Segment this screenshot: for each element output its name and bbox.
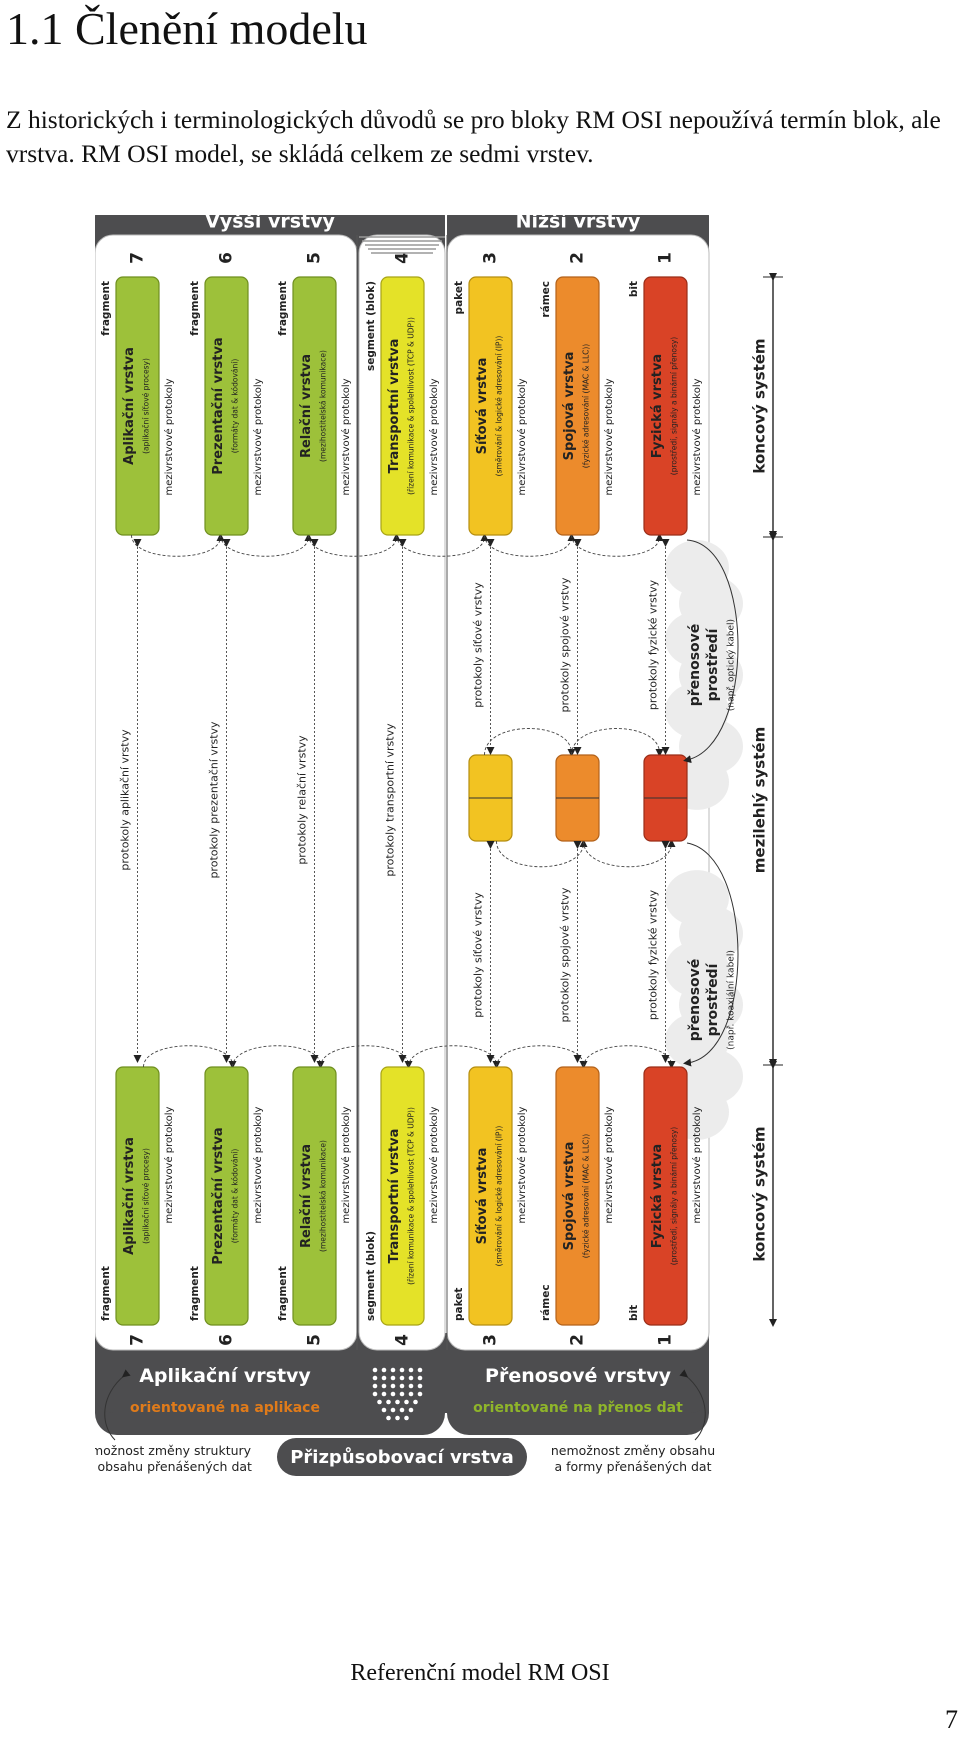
dot-pattern	[409, 1408, 414, 1413]
layer-name-top: Fyzická vrstva	[650, 353, 665, 459]
dot-pattern	[373, 1376, 378, 1381]
dot-pattern	[418, 1392, 423, 1397]
layer-number-bottom: 1	[655, 1334, 676, 1346]
layer-name-bottom: Transportní vrstva	[387, 1128, 402, 1264]
dot-pattern	[391, 1376, 396, 1381]
layer-number-top: 5	[304, 252, 325, 264]
dot-pattern	[386, 1416, 391, 1421]
dot-pattern	[418, 1368, 423, 1373]
page-number: 7	[945, 1705, 958, 1734]
peer-protocol-label-top: protokoly síťové vrstvy	[471, 582, 485, 708]
interlayer-label-bottom: mezivrstvové protokoly	[604, 1106, 615, 1224]
osi-diagram	[95, 215, 865, 1645]
peer-protocol-label: protokoly relační vrstvy	[295, 735, 309, 865]
pdu-label-bottom: rámec	[540, 1284, 552, 1321]
interlayer-label-bottom: mezivrstvové protokoly	[341, 1106, 352, 1224]
layer-number-bottom: 7	[127, 1334, 148, 1346]
layer-number-top: 2	[567, 252, 588, 264]
dot-pattern	[413, 1400, 418, 1405]
layer-number-top: 4	[392, 252, 413, 264]
layer-name-top: Transportní vrstva	[387, 338, 402, 474]
layer-sub-bottom: (směrování & logické adresování (IP))	[494, 1125, 504, 1267]
interlayer-label-bottom: mezivrstvové protokoly	[164, 1106, 175, 1224]
dot-pattern	[409, 1392, 414, 1397]
dot-pattern	[386, 1400, 391, 1405]
layer-name-top: Prezentační vrstva	[211, 337, 226, 475]
adapt-layer-label: Přizpůsobovací vrstva	[290, 1447, 514, 1468]
layer-sub-top: (fyzické adresování (MAC & LLC))	[581, 343, 591, 469]
dot-pattern	[382, 1408, 387, 1413]
layer-number-bottom: 4	[392, 1334, 413, 1346]
end-system-top-label: koncový systém	[750, 338, 769, 474]
interlayer-label-bottom: mezivrstvové protokoly	[517, 1106, 528, 1224]
end-system-bottom-label: koncový systém	[750, 1126, 769, 1262]
layer-number-top: 3	[480, 252, 501, 264]
interlayer-label-top: mezivrstvové protokoly	[253, 378, 264, 496]
media-label-top-line2: prostředí	[705, 628, 721, 702]
pdu-label-bottom: segment (blok)	[365, 1230, 377, 1321]
interlayer-label-top: mezivrstvové protokoly	[341, 378, 352, 496]
dot-pattern	[391, 1408, 396, 1413]
media-label-top-sub: (např. optický kabel)	[726, 618, 737, 712]
pdu-label-bottom: paket	[453, 1287, 465, 1321]
pdu-label-top: bit	[628, 281, 640, 298]
dot-pattern	[418, 1384, 423, 1389]
layer-sub-top: (mezihostitelská komunikace)	[318, 350, 328, 462]
dot-pattern	[391, 1392, 396, 1397]
peer-protocol-label-bottom: protokoly fyzické vrstvy	[646, 889, 660, 1021]
layer-sub-bottom: (řízení komunikace & spolehlivost (TCP & UDP))	[406, 1107, 416, 1285]
interlayer-label-top: mezivrstvové protokoly	[604, 378, 615, 496]
left-note-line2: i obsahu přenášených dat	[95, 1459, 252, 1474]
dot-pattern	[418, 1376, 423, 1381]
dot-pattern	[395, 1416, 400, 1421]
dot-pattern	[391, 1368, 396, 1373]
layer-name-top: Spojová vrstva	[562, 351, 577, 461]
dot-pattern	[404, 1416, 409, 1421]
interlayer-label-top: mezivrstvové protokoly	[164, 378, 175, 496]
layer-sub-top: (směrování & logické adresování (IP))	[494, 335, 504, 477]
layer-number-top: 6	[216, 252, 237, 264]
dot-pattern	[382, 1384, 387, 1389]
intro-paragraph: Z historických i terminologických důvodů se pro bloky RM OSI nepoužívá termín blok, ale vrstva. RM OSI model, se skládá celkem ze sedmi vrstev.	[6, 105, 941, 168]
layer-number-bottom: 3	[480, 1334, 501, 1346]
app-oriented-label: orientované na aplikace	[130, 1400, 320, 1416]
app-layers-label: Aplikační vrstvy	[139, 1365, 311, 1387]
layer-name-bottom: Prezentační vrstva	[211, 1127, 226, 1265]
media-label-top-line1: přenosové	[687, 623, 703, 707]
figure-caption: Referenční model RM OSI	[350, 1660, 610, 1686]
layer-sub-top: (řízení komunikace & spolehlivost (TCP & UDP))	[406, 317, 416, 495]
dot-pattern	[377, 1400, 382, 1405]
layer-sub-top: (aplikační síťové procesy)	[141, 358, 151, 454]
dot-pattern	[400, 1376, 405, 1381]
dot-pattern	[382, 1376, 387, 1381]
peer-protocol-label-top: protokoly fyzické vrstvy	[646, 579, 660, 711]
media-label-bottom-line2: prostředí	[705, 963, 721, 1037]
dot-pattern	[400, 1384, 405, 1389]
interlayer-label-top: mezivrstvové protokoly	[429, 378, 440, 496]
pdu-label-top: fragment	[189, 281, 201, 336]
interlayer-label-bottom: mezivrstvové protokoly	[692, 1106, 703, 1224]
peer-protocol-label: protokoly prezentační vrstvy	[207, 721, 221, 879]
media-label-bottom-sub: (např. koaxiální kabel)	[726, 950, 737, 1050]
dot-pattern	[409, 1376, 414, 1381]
pdu-label-top: paket	[453, 281, 465, 315]
peer-protocol-label-bottom: protokoly síťové vrstvy	[471, 892, 485, 1018]
layer-number-bottom: 6	[216, 1334, 237, 1346]
dot-pattern	[373, 1384, 378, 1389]
pdu-label-top: segment (blok)	[365, 281, 377, 372]
intermediate-system-label: mezilehlý systém	[750, 726, 769, 874]
layer-number-top: 1	[655, 252, 676, 264]
layer-sub-bottom: (aplikační síťové procesy)	[141, 1148, 151, 1244]
pdu-label-top: rámec	[540, 281, 552, 318]
interlayer-label-bottom: mezivrstvové protokoly	[429, 1106, 440, 1224]
layer-number-top: 7	[127, 252, 148, 264]
dot-pattern	[395, 1400, 400, 1405]
dot-pattern	[373, 1392, 378, 1397]
peer-protocol-label: protokoly transportní vrstvy	[383, 723, 397, 877]
layer-number-bottom: 2	[567, 1334, 588, 1346]
pdu-label-bottom: bit	[628, 1304, 640, 1321]
peer-protocol-label-top: protokoly spojové vrstvy	[558, 577, 572, 713]
layer-sub-top: (formáty dat & kódování)	[230, 358, 240, 454]
layer-name-top: Relační vrstva	[299, 353, 314, 459]
interlayer-label-top: mezivrstvové protokoly	[517, 378, 528, 496]
layer-number-bottom: 5	[304, 1334, 325, 1346]
pdu-label-top: fragment	[100, 281, 112, 336]
dot-pattern	[391, 1384, 396, 1389]
transport-layers-label: Přenosové vrstvy	[485, 1365, 671, 1387]
peer-protocol-label: protokoly aplikační vrstvy	[118, 729, 132, 871]
page-heading: 1.1 Členění modelu	[6, 3, 368, 54]
dot-pattern	[382, 1368, 387, 1373]
dot-pattern	[409, 1368, 414, 1373]
left-note-line1: možnost změny struktury	[95, 1443, 252, 1458]
osi-diagram-svg	[95, 215, 865, 1645]
header-upper-layers: Vyšší vrstvy	[205, 215, 335, 233]
pdu-label-top: fragment	[277, 281, 289, 336]
media-label-bottom-line1: přenosové	[687, 958, 703, 1042]
layer-name-bottom: Aplikační vrstva	[122, 1137, 137, 1255]
peer-protocol-label-bottom: protokoly spojové vrstvy	[558, 887, 572, 1023]
dot-pattern	[400, 1368, 405, 1373]
right-note-line2: a formy přenášených dat	[554, 1459, 712, 1474]
layer-sub-bottom: (formáty dat & kódování)	[230, 1148, 240, 1244]
dot-pattern	[404, 1400, 409, 1405]
dot-pattern	[409, 1384, 414, 1389]
layer-sub-bottom: (mezihostitelská komunikace)	[318, 1140, 328, 1252]
pdu-label-bottom: fragment	[277, 1266, 289, 1321]
transport-oriented-label: orientované na přenos dat	[473, 1400, 683, 1416]
layer-name-top: Síťová vrstva	[475, 357, 490, 455]
interlayer-label-bottom: mezivrstvové protokoly	[253, 1106, 264, 1224]
header-lower-layers: Nižší vrstvy	[515, 215, 641, 233]
layer-name-top: Aplikační vrstva	[122, 347, 137, 465]
dot-pattern	[382, 1392, 387, 1397]
layer-name-bottom: Fyzická vrstva	[650, 1143, 665, 1249]
pdu-label-bottom: fragment	[100, 1266, 112, 1321]
pdu-label-bottom: fragment	[189, 1266, 201, 1321]
layer-sub-top: (prostředí, signály a binární přenosy)	[669, 336, 679, 476]
layer-sub-bottom: (fyzické adresování (MAC & LLC))	[581, 1133, 591, 1259]
interlayer-label-top: mezivrstvové protokoly	[692, 378, 703, 496]
layer-sub-bottom: (prostředí, signály a binární přenosy)	[669, 1126, 679, 1266]
dot-pattern	[373, 1368, 378, 1373]
right-note-line1: nemožnost změny obsahu	[550, 1443, 716, 1458]
layer-name-bottom: Relační vrstva	[299, 1143, 314, 1249]
layer-name-bottom: Síťová vrstva	[475, 1147, 490, 1245]
layer-name-bottom: Spojová vrstva	[562, 1141, 577, 1251]
dot-pattern	[400, 1408, 405, 1413]
dot-pattern	[400, 1392, 405, 1397]
